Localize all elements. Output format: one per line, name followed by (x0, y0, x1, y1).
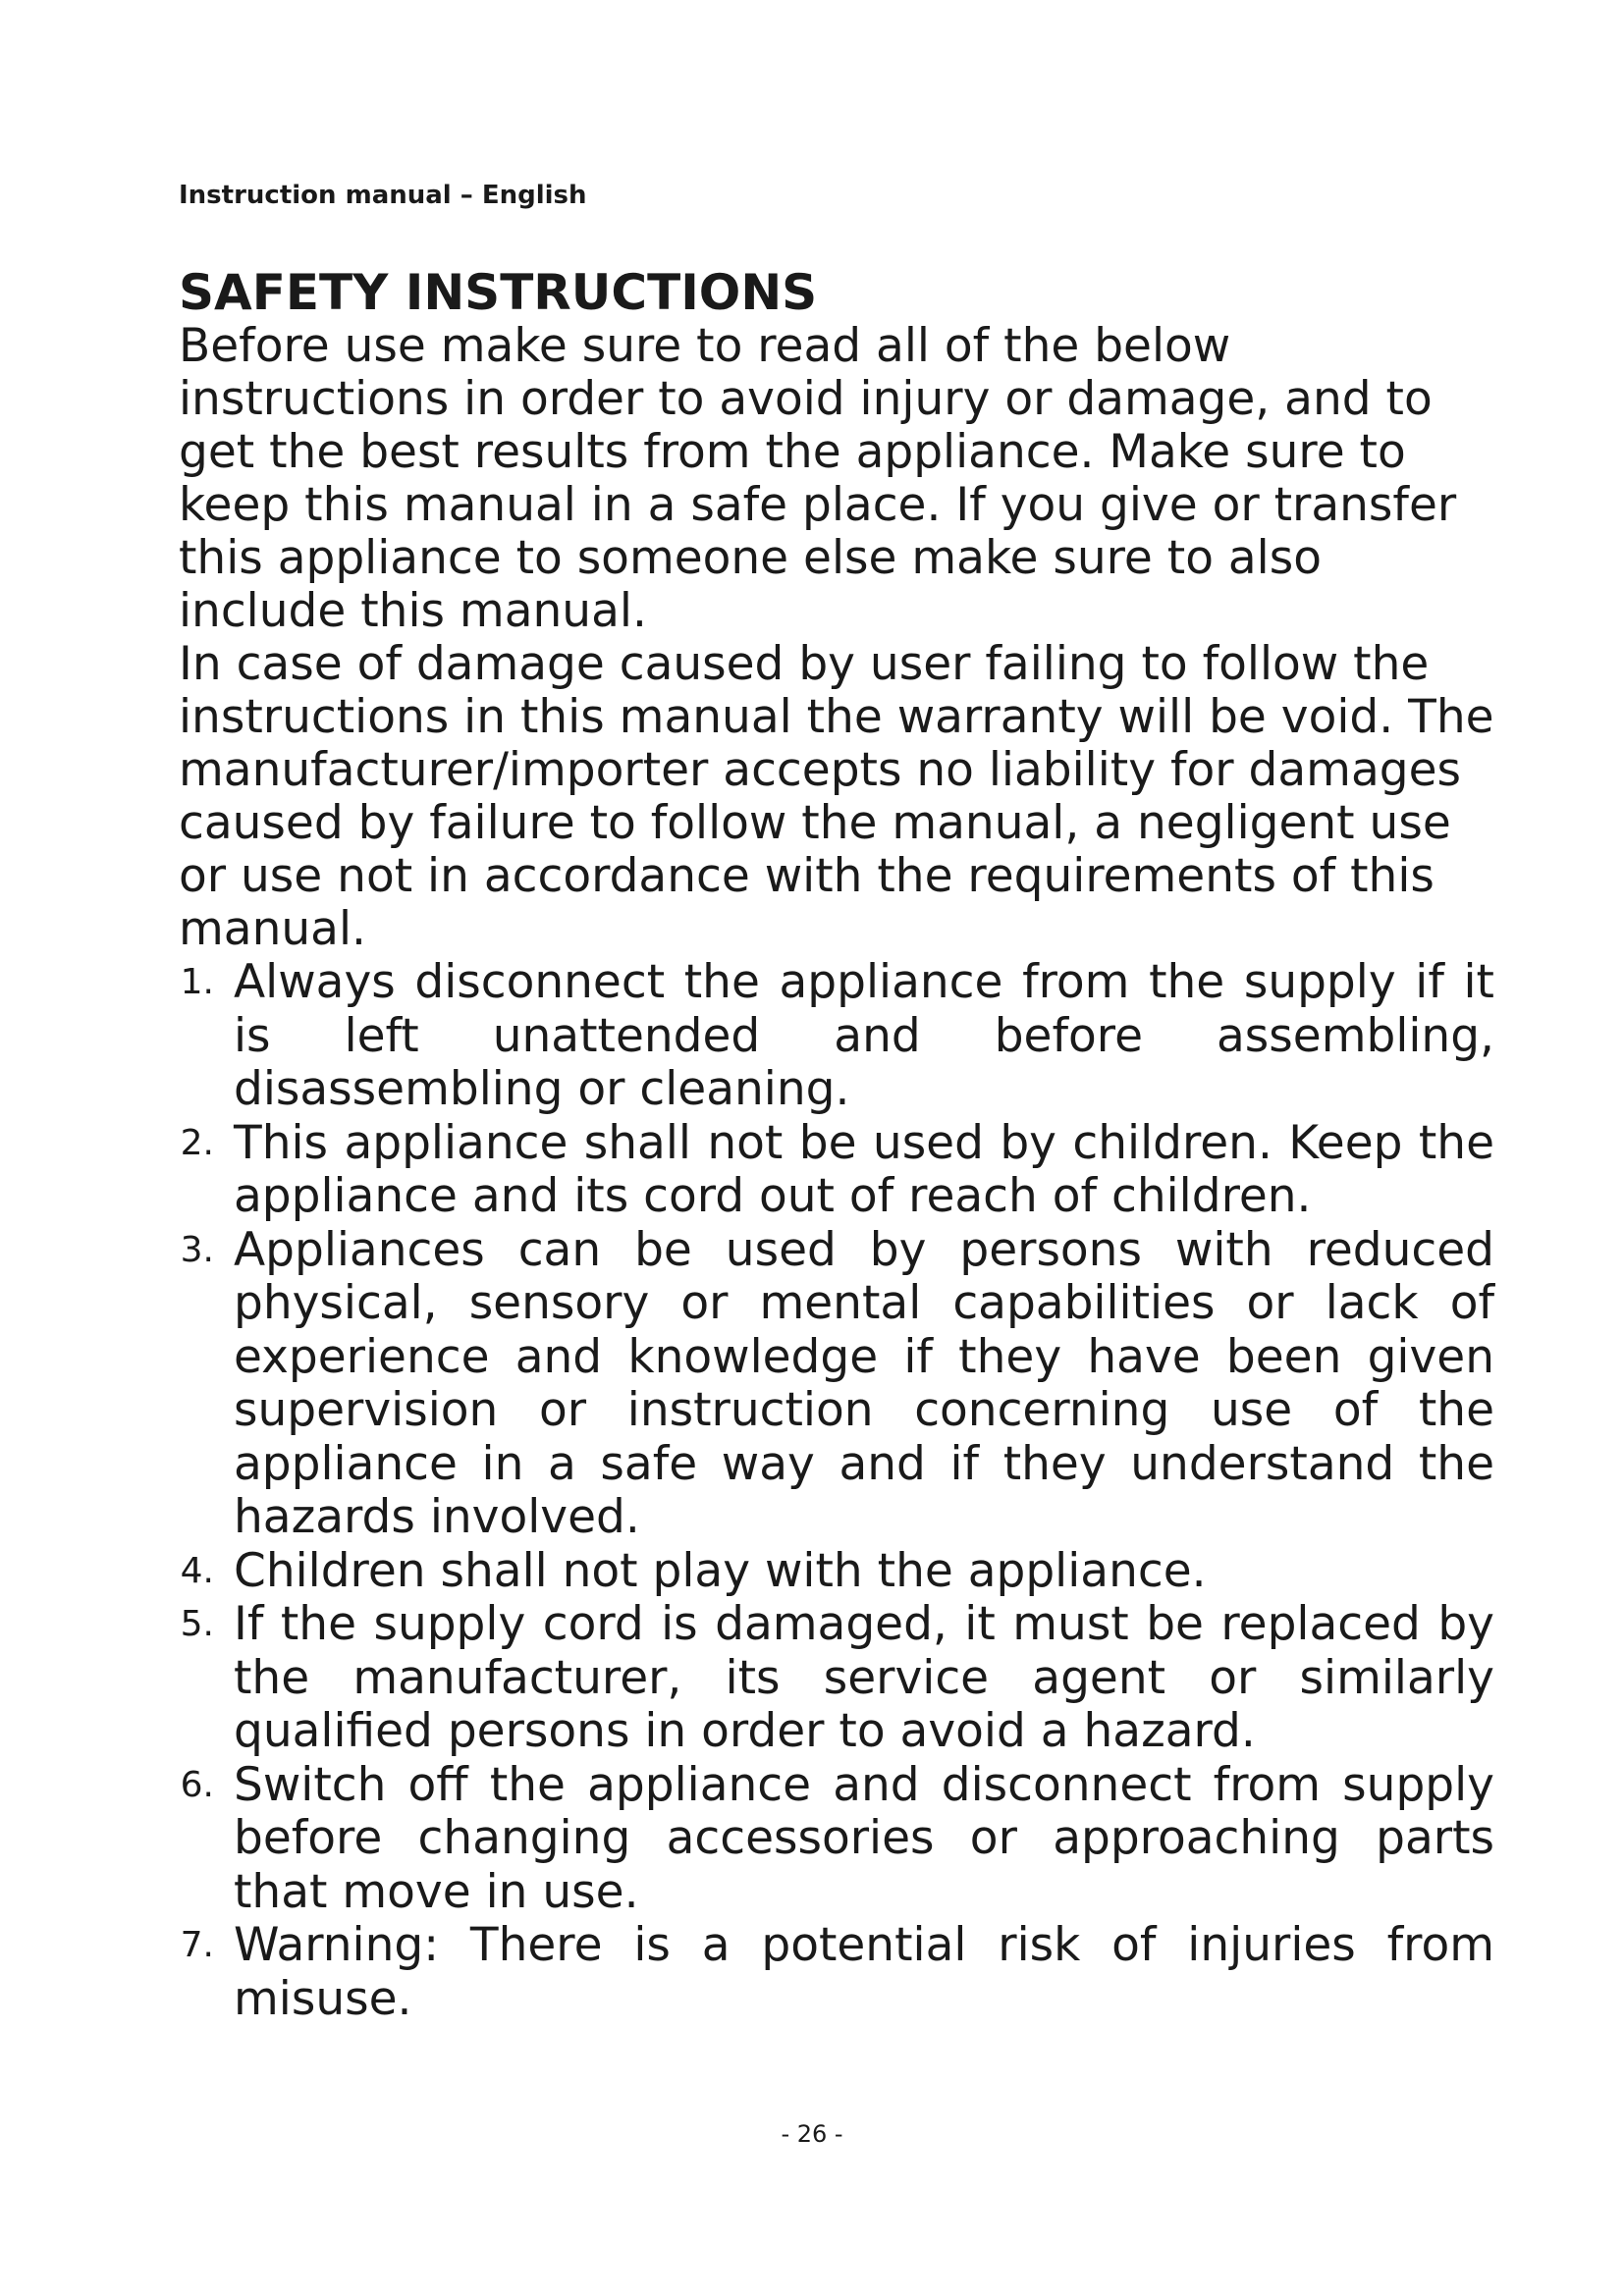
list-item-text: Always disconnect the appliance from the supply if it is left unattended and before assembling, disassembling or cleaning. (234, 955, 1494, 1116)
list-item-number: 1. (180, 962, 214, 1002)
section-title: SAFETY INSTRUCTIONS (179, 264, 818, 321)
list-item-number: 3. (180, 1229, 214, 1270)
intro-paragraph: Before use make sure to read all of the below instructions in order to avoid injury or damage, and to get the best results from the appliance. Make sure to keep this manual in a safe place. If you give or transfer this appliance to someone else make sure to also include this manual. (179, 319, 1457, 638)
list-item (179, 956, 1494, 1117)
list-item-number: 7. (180, 1925, 214, 1965)
list-item-text: Children shall not play with the appliance. (234, 1543, 1207, 1598)
safety-list (179, 956, 1494, 2026)
list-item (179, 1759, 1494, 1920)
liability-paragraph: In case of damage caused by user failing to follow the instructions in this manual the warranty will be void. The manufacturer/importer accepts no liability for damages caused by failure to follow the manual, a negligent use or use not in accordance with the requirements of this manual. (179, 637, 1494, 956)
safety-instructions-section (179, 265, 1494, 2026)
list-item (179, 1545, 1494, 1599)
list-item-number: 4. (180, 1550, 214, 1591)
list-item (179, 1598, 1494, 1759)
list-item-number: 2. (180, 1122, 214, 1163)
list-item-text: This appliance shall not be used by children. Keep the appliance and its cord out of reach of children. (234, 1115, 1494, 1223)
page-number: - 26 - (781, 2120, 843, 2148)
list-item-text: Warning: There is a potential risk of injuries from misuse. (234, 1918, 1494, 2026)
running-header: Instruction manual – English (179, 181, 587, 210)
list-item (179, 1919, 1494, 2026)
list-item (179, 1117, 1494, 1224)
list-item-number: 5. (180, 1604, 214, 1644)
list-item-text: Switch off the appliance and disconnect from supply before changing accessories or approaching parts that move in use. (234, 1757, 1494, 1919)
list-item-text: Appliances can be used by persons with reduced physical, sensory or mental capabilities or lack of experience and knowledge if they have been given supervision or instruction concerning use of the appliance in a safe way and if they understand the hazards involved. (234, 1222, 1494, 1544)
list-item-text: If the supply cord is damaged, it must be replaced by the manufacturer, its service agent or similarly qualified persons in order to avoid a hazard. (234, 1597, 1494, 1758)
list-item-number: 6. (180, 1764, 214, 1805)
list-item (179, 1224, 1494, 1545)
